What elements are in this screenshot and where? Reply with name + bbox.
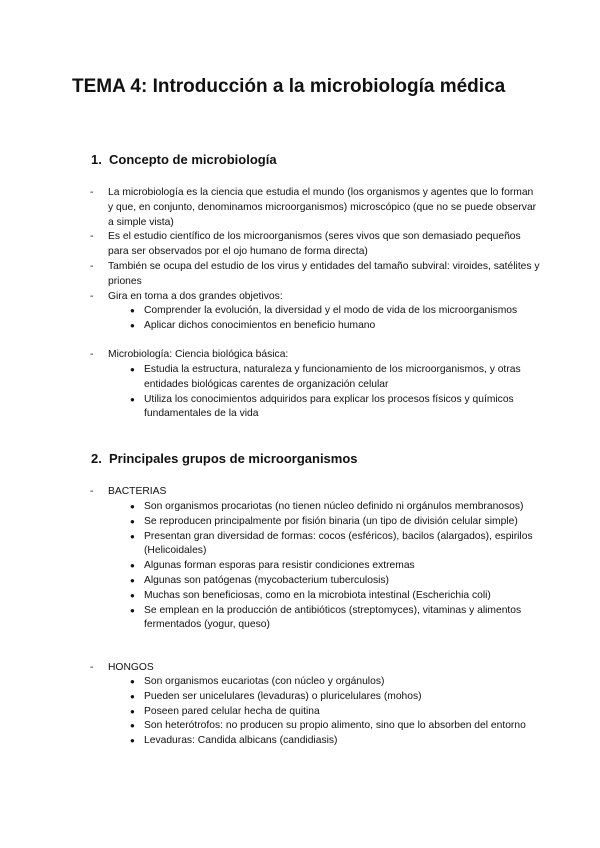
- bullet-marker: ●: [130, 365, 135, 374]
- list-item: [90, 661, 540, 676]
- bullet-item: [90, 690, 540, 705]
- list-item-text: La microbiología es la ciencia que estudia el mundo (los organismos y agentes que lo forman y que, en conjunto, denominamos microorganismos) microscópico (que no se puede observar a simple vista): [108, 187, 537, 228]
- bullet-item: [90, 530, 540, 560]
- bullet-text: Son organismos procariotas (no tienen núcleo definido ni orgánulos membranosos): [144, 501, 524, 512]
- bullet-marker: ●: [130, 691, 135, 701]
- bullet-text: Presentan gran diversidad de formas: cocos (esféricos), bacilos (alargados), espirilos (Helicoidales): [144, 530, 533, 557]
- list-item: [90, 186, 540, 230]
- section-title: Concepto de microbiología: [109, 152, 277, 167]
- bullet-marker: ●: [130, 736, 135, 746]
- bullet-marker: ●: [130, 590, 135, 600]
- bullet-marker: ●: [130, 531, 135, 541]
- list-item: [90, 290, 540, 305]
- bullet-item: [90, 604, 540, 634]
- section-number: 1.: [91, 152, 102, 167]
- bullet-text: Comprender la evolución, la diversidad y el modo de vida de los microorganismos: [144, 305, 518, 316]
- list-item: [90, 348, 540, 363]
- dash-marker: -: [90, 486, 94, 497]
- microbiologia-bullets: [90, 363, 540, 422]
- section-1-list-cont: [90, 348, 540, 363]
- hongos-heading-list: [90, 661, 540, 676]
- bullet-text: Pueden ser unicelulares (levaduras) o pluricelulares (mohos): [144, 690, 422, 702]
- bullet-item: [90, 515, 540, 530]
- bullet-item: [90, 363, 540, 393]
- bullet-item: [90, 734, 540, 749]
- page-title: TEMA 4: Introducción a la microbiología médica: [72, 76, 506, 97]
- list-item-text: BACTERIAS: [108, 486, 167, 497]
- dash-marker: -: [90, 187, 94, 198]
- dash-marker: -: [90, 260, 94, 272]
- section-number: 2.: [91, 451, 102, 466]
- bullet-marker: ●: [130, 706, 135, 716]
- bullet-text: Se emplean en la producción de antibióticos (streptomyces), vitaminas y alimentos fermentados (yogur, queso): [144, 604, 522, 631]
- bullet-item: [90, 393, 540, 423]
- bullet-marker: ●: [130, 320, 135, 330]
- list-item-text: HONGOS: [108, 662, 154, 673]
- dash-marker: -: [90, 290, 94, 302]
- bullet-item: [90, 589, 540, 604]
- bullet-marker: ●: [130, 677, 135, 686]
- bullet-marker: ●: [130, 306, 135, 315]
- bullet-item: [90, 319, 540, 334]
- bullet-item: [90, 705, 540, 720]
- bullet-text: Algunas son patógenas (mycobacterium tuberculosis): [144, 574, 389, 586]
- section-heading-grupos: [91, 451, 358, 467]
- bullet-item: [90, 719, 540, 734]
- list-item-text: Microbiología: Ciencia biológica básica:: [108, 349, 289, 360]
- bullet-text: Se reproducen principalmente por fisión binaria (un tipo de división celular simple): [144, 515, 518, 527]
- list-item: [90, 230, 540, 260]
- bullet-marker: ●: [130, 575, 135, 585]
- dash-marker: -: [90, 231, 94, 243]
- bullet-text: Son heterótrofos: no producen su propio alimento, sino que lo absorben del entorno: [144, 720, 526, 732]
- bullet-marker: ●: [130, 394, 135, 404]
- section-title: Principales grupos de microorganismos: [109, 451, 358, 466]
- section-1-list: [90, 186, 540, 304]
- bullet-item: [90, 675, 540, 690]
- bullet-marker: ●: [130, 605, 135, 615]
- bullet-text: Muchas son beneficiosas, como en la microbiota intestinal (Escherichia coli): [144, 589, 491, 601]
- bullet-marker: ●: [130, 516, 135, 526]
- bullet-text: Poseen pared celular hecha de quitina: [144, 705, 320, 717]
- dash-marker: -: [90, 349, 94, 360]
- objetivos-bullets: [90, 304, 540, 334]
- list-item-text: Es el estudio científico de los microorganismos (seres vivos que son demasiado pequeños para ser observados por el ojo humano de forma directa): [108, 231, 521, 258]
- bullet-text: Son organismos eucariotas (con núcleo y orgánulos): [144, 676, 385, 687]
- bullet-item: [90, 500, 540, 515]
- bullet-text: Utiliza los conocimientos adquiridos para explicar los procesos físicos y químicos fundamentales de la vida: [144, 393, 514, 420]
- section-heading-concepto: [91, 152, 277, 168]
- list-item: [90, 485, 540, 500]
- bullet-text: Aplicar dichos conocimientos en beneficio humano: [144, 319, 376, 331]
- bullet-item: [90, 559, 540, 574]
- bacterias-bullets: [90, 500, 540, 633]
- bullet-text: Levaduras: Candida albicans (candidiasis): [144, 735, 338, 747]
- bullet-marker: ●: [130, 721, 135, 731]
- hongos-bullets: [90, 675, 540, 749]
- list-item-text: También se ocupa del estudio de los virus y entidades del tamaño subviral: viroides, satélites y priones: [108, 260, 540, 287]
- list-item: [90, 260, 540, 290]
- bullet-text: Estudia la estructura, naturaleza y funcionamiento de los microorganismos, y otras entidades biológicas carentes de organización celular: [144, 364, 521, 390]
- dash-marker: -: [90, 662, 94, 673]
- list-item-text: Gira en torna a dos grandes objetivos:: [108, 290, 283, 302]
- bullet-text: Algunas forman esporas para resistir condiciones extremas: [144, 560, 415, 572]
- bullet-marker: ●: [130, 502, 135, 511]
- bullet-item: [90, 574, 540, 589]
- bullet-item: [90, 304, 540, 319]
- bacterias-heading-list: [90, 485, 540, 500]
- bullet-marker: ●: [130, 561, 135, 571]
